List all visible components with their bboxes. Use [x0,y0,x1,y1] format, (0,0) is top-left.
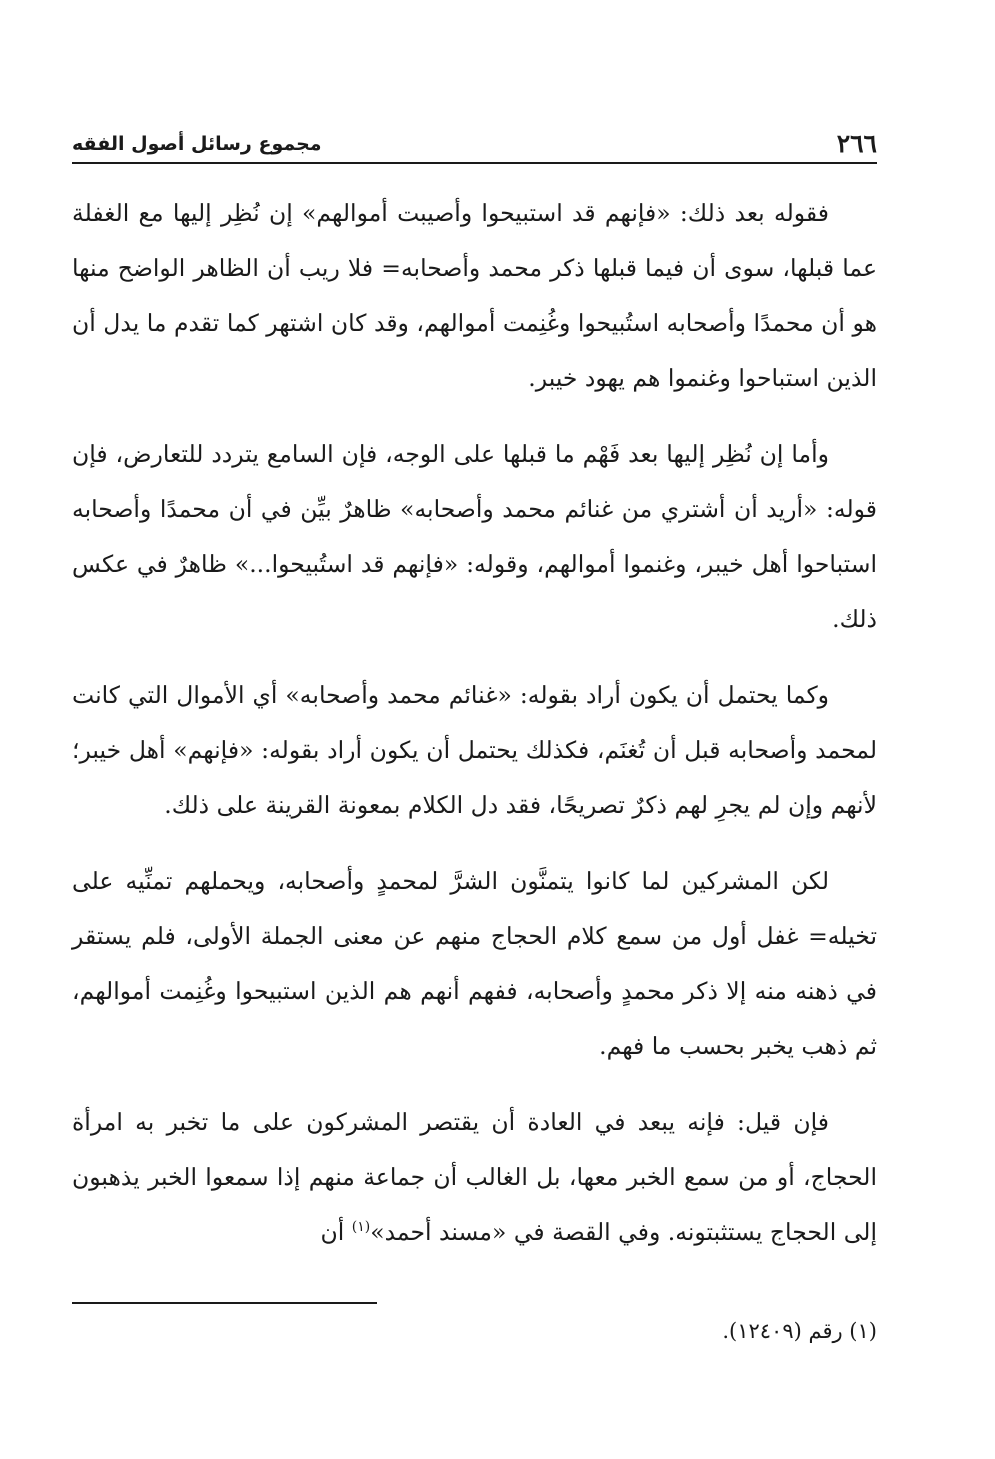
paragraph-5-text: فإن قيل: فإنه يبعد في العادة أن يقتصر المشركون على ما تخبر به امرأة الحجاج، أو من سمع الخبر معها، بل الغالب أن جماعة منهم إذا سمعوا الخبر يذهبون إلى الحجاج يستثبتونه. وفي القصة في «مسند أحمد» [72,1108,877,1246]
page [72,128,877,1281]
paragraph-1: فقوله بعد ذلك: «فإنهم قد استبيحوا وأصيبت أموالهم» إن نُظِر إليها مع الغفلة عما قبلها، سوى أن فيما قبلها ذكر محمد وأصحابه= فلا ريب أن الظاهر الواضح منها هو أن محمدًا وأصحابه استُبيحوا وغُنِمت أموالهم، وقد كان اشتهر كما تقدم ما يدل أن الذين استباحوا وغنموا هم يهود خيبر. [72,199,877,392]
paragraph-4: لكن المشركين لما كانوا يتمنَّون الشرَّ لمحمدٍ وأصحابه، ويحملهم تمنِّيه على تخيله= غفل أول من سمع كلام الحجاج منهم عن معنى الجملة الأولى، فلم يستقر في ذهنه منه إلا ذكر محمدٍ وأصحابه، ففهم أنهم هم الذين استبيحوا وغُنِمت أموالهم، ثم ذهب يخبر بحسب ما فهم. [72,867,877,1060]
page-header [72,128,877,164]
footnote-reference[interactable]: (١) [351,1219,371,1236]
paragraph-2: وأما إن نُظِر إليها بعد فَهْم ما قبلها على الوجه، فإن السامع يتردد للتعارض، فإن قوله: «أريد أن أشتري من غنائم محمد وأصحابه» ظاهرٌ بيِّن في أن محمدًا وأصحابه استباحوا أهل خيبر، وغنموا أموالهم، وقوله: «فإنهم قد استُبيحوا...» ظاهرٌ في عكس ذلك. [72,440,877,633]
page-number: ٢٦٦ [836,129,877,158]
running-title: مجموع رسائل أصول الفقه [72,133,322,155]
paragraph-5 [72,1095,877,1260]
footnote-divider [72,1302,377,1304]
paragraph-5-tail: أن [320,1218,352,1246]
main-text [72,186,877,1260]
paragraph-3: وكما يحتمل أن يكون أراد بقوله: «غنائم محمد وأصحابه» أي الأموال التي كانت لمحمد وأصحابه قبل أن تُغنَم، فكذلك يحتمل أن يكون أراد بقوله: «فإنهم» أهل خيبر؛ لأنهم وإن لم يجرِ لهم ذكرٌ تصريحًا، فقد دل الكلام بمعونة القرينة على ذلك. [72,681,877,819]
footnote: (١) رقم (١٢٤٠٩). [722,1319,877,1343]
